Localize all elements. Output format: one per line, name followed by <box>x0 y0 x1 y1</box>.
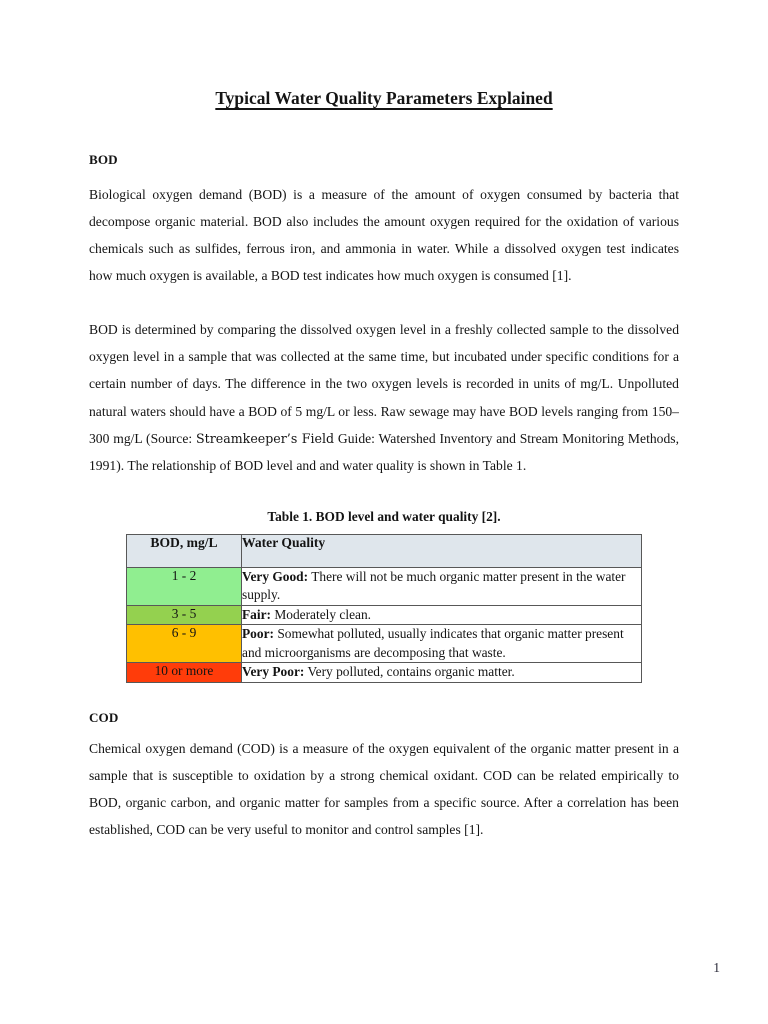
page-number: 1 <box>713 960 720 975</box>
page-title <box>89 0 679 109</box>
table-row <box>127 605 642 625</box>
bod-paragraph-2-source: Streamkeeper’s Field <box>196 430 335 446</box>
column-header-bod: BOD, mg/L <box>127 534 242 567</box>
water-quality-description: Very polluted, contains organic matter. <box>304 664 515 680</box>
bod-paragraph-2 <box>89 289 679 479</box>
table-body <box>127 567 642 682</box>
bod-level-cell: 10 or more <box>127 663 242 683</box>
table-header-row <box>127 534 642 567</box>
water-quality-rating: Very Good: <box>242 568 309 584</box>
page-title-text: Typical Water Quality Parameters Explained <box>215 88 553 108</box>
bod-water-quality-table <box>126 534 642 683</box>
water-quality-cell <box>242 663 642 683</box>
water-quality-description: There will not be much organic matter present in the water supply. <box>242 568 626 603</box>
water-quality-rating: Very Poor: <box>242 664 305 680</box>
bod-level-cell: 6 - 9 <box>127 625 242 663</box>
cod-paragraph-1: Chemical oxygen demand (COD) is a measure of the oxygen equivalent of the organic matter present in a sample that is susceptible to oxidation by a strong chemical oxidant. COD can be related empirically to BOD, organic carbon, and organic matter for samples from a specific source. After a correlation has been established, COD can be very useful to monitor and control samples [1]. <box>89 740 679 838</box>
section-heading-cod: COD <box>89 709 119 725</box>
table-row <box>127 625 642 663</box>
water-quality-cell <box>242 625 642 663</box>
bod-paragraph-1: Biological oxygen demand (BOD) is a measure of the amount of oxygen consumed by bacteria that decompose organic material. BOD also includes the amount oxygen required for the oxidation of various chemicals such as sulfides, ferrous iron, and ammonia in water. While a dissolved oxygen test indicates how much oxygen is available, a BOD test indicates how much oxygen is consumed [1]. <box>89 186 679 284</box>
table-row <box>127 663 642 683</box>
water-quality-rating: Poor: <box>242 626 274 642</box>
column-header-water-quality: Water Quality <box>242 534 642 567</box>
bod-level-cell: 3 - 5 <box>127 605 242 625</box>
table-row <box>127 567 642 605</box>
table-container <box>89 525 679 683</box>
water-quality-description: Moderately clean. <box>271 606 372 622</box>
water-quality-description: Somewhat polluted, usually indicates that organic matter present and microorganisms are decomposing that waste. <box>242 626 624 660</box>
water-quality-cell <box>242 605 642 625</box>
bod-level-cell: 1 - 2 <box>127 567 242 605</box>
water-quality-rating: Fair: <box>242 606 271 622</box>
table-caption: Table 1. BOD level and water quality [2]. <box>267 508 501 524</box>
bod-paragraph-2-part-1: BOD is determined by comparing the dissolved oxygen level in a freshly collected sample to the dissolved oxygen level in a sample that was collected at the same time, but incubated under specific conditions for a certain number of days. The difference in the two oxygen levels is recorded in units of mg/L. Unpolluted natural waters should have a BOD of 5 mg/L or less. Raw sewage may have BOD levels ranging from 150–300 mg/L (Source: <box>89 322 679 446</box>
section-heading-bod: BOD <box>89 151 118 167</box>
water-quality-cell <box>242 567 642 605</box>
bod-paragraph-2-part-2: Guide: Watershed Inventory and Stream Monitoring Methods, 1991). The relationship of BOD level and and water quality is shown in Table 1. <box>89 430 679 473</box>
